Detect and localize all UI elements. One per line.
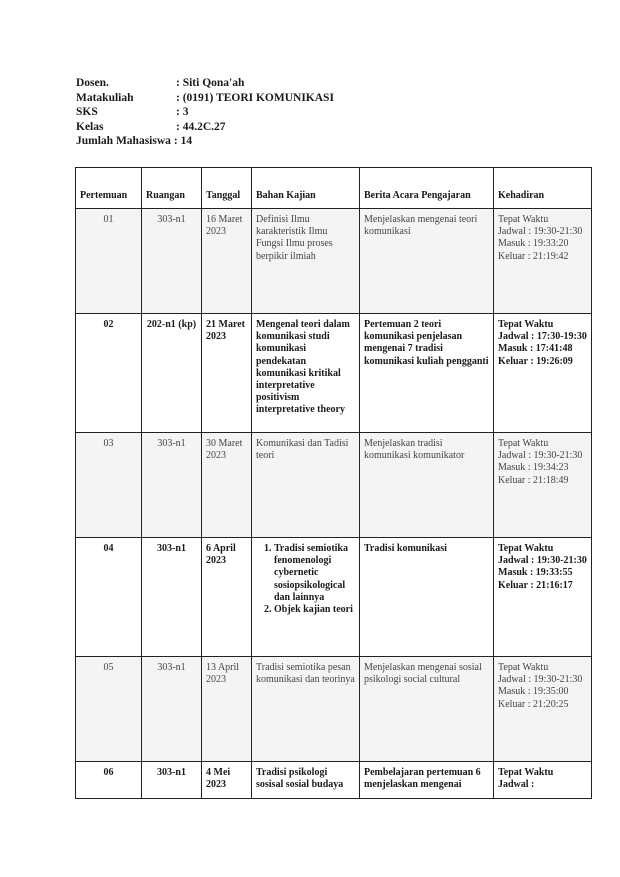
cell-kehadiran [494, 657, 592, 762]
table-row [76, 762, 592, 799]
attendance-keluar: Keluar : 21:16:17 [498, 579, 573, 591]
matakuliah-value: : (0191) TEORI KOMUNIKASI [176, 91, 334, 104]
list-item: 1. Tradisi semiotika fenomenologi cybernetic sosiopsikological dan lainnya [274, 543, 355, 604]
cell-tanggal: 4 Mei 2023 [202, 762, 252, 799]
bahan-kajian-list [256, 543, 355, 616]
cell-tanggal: 21 Maret 2023 [202, 314, 252, 433]
cell-kehadiran [494, 538, 592, 657]
table-row [76, 657, 592, 762]
attendance-masuk: Masuk : 19:34:23 [498, 462, 569, 474]
cell-bahan-kajian: Mengenal teori dalam komunikasi studi komunikasi pendekatan komunikasi kritikal interpretative positivism interpretative theory [252, 314, 360, 433]
header-row-matakuliah [76, 91, 556, 106]
attendance-status: Tepat Waktu [498, 543, 554, 554]
attendance-jadwal: Jadwal : 17:30-19:30 [498, 331, 587, 343]
col-header-kehadiran: Kehadiran [494, 168, 592, 209]
table-row [76, 314, 592, 433]
cell-kehadiran [494, 762, 592, 799]
sks-label: SKS [76, 106, 98, 118]
dosen-label: Dosen. [76, 77, 109, 89]
cell-pertemuan: 06 [76, 762, 142, 799]
cell-tanggal: 30 Maret 2023 [202, 433, 252, 538]
attendance-status: Tepat Waktu [498, 662, 549, 673]
course-header [76, 76, 556, 149]
kelas-value: : 44.2C.27 [176, 120, 226, 133]
attendance-masuk: Masuk : 19:33:20 [498, 238, 569, 250]
matakuliah-label: Matakuliah [76, 91, 134, 104]
col-header-tanggal: Tanggal [202, 168, 252, 209]
attendance-jadwal: Jadwal : [498, 779, 535, 791]
attendance-status: Tepat Waktu [498, 767, 554, 778]
cell-berita-acara: Menjelaskan mengenai sosial psikologi social cultural [360, 657, 494, 762]
col-header-bahan-kajian: Bahan Kajian [252, 168, 360, 209]
table-row [76, 538, 592, 657]
col-header-berita-acara: Berita Acara Pengajaran [360, 168, 494, 209]
attendance-keluar: Keluar : 19:26:09 [498, 355, 573, 367]
attendance-jadwal: Jadwal : 19:30-21:30 [498, 674, 583, 686]
cell-ruangan: 303-n1 [142, 762, 202, 799]
list-item: 2. Objek kajian teori [274, 604, 355, 616]
cell-tanggal: 16 Maret 2023 [202, 209, 252, 314]
kelas-label: Kelas [76, 120, 104, 133]
attendance-jadwal: Jadwal : 19:30-21:30 [498, 226, 583, 238]
cell-bahan-kajian: Tradisi psikologi sosisal sosial budaya [252, 762, 360, 799]
attendance-masuk: Masuk : 17:41:48 [498, 343, 573, 355]
cell-tanggal: 6 April 2023 [202, 538, 252, 657]
attendance-status: Tepat Waktu [498, 214, 549, 225]
cell-berita-acara: Menjelaskan mengenai teori komunikasi [360, 209, 494, 314]
cell-ruangan: 202-n1 (kp) [142, 314, 202, 433]
cell-pertemuan: 03 [76, 433, 142, 538]
cell-kehadiran [494, 314, 592, 433]
attendance-masuk: Masuk : 19:35:00 [498, 686, 569, 698]
attendance-keluar: Keluar : 21:18:49 [498, 474, 569, 486]
table-header-row [76, 168, 592, 209]
attendance-jadwal: Jadwal : 19:30-21:30 [498, 450, 583, 462]
attendance-status: Tepat Waktu [498, 319, 554, 330]
cell-bahan-kajian: Definisi Ilmu karakteristik Ilmu Fungsi Ilmu proses berpikir ilmiah [252, 209, 360, 314]
header-row-jumlah [76, 134, 556, 149]
attendance-keluar: Keluar : 21:20:25 [498, 698, 569, 710]
jumlah-value: : 14 [173, 135, 193, 147]
cell-tanggal: 13 April 2023 [202, 657, 252, 762]
cell-pertemuan: 01 [76, 209, 142, 314]
dosen-value: : Siti Qona'ah [176, 77, 245, 89]
cell-ruangan: 303-n1 [142, 538, 202, 657]
cell-ruangan: 303-n1 [142, 433, 202, 538]
table-row [76, 433, 592, 538]
header-row-dosen [76, 76, 556, 91]
attendance-masuk: Masuk : 19:33:55 [498, 567, 573, 579]
cell-pertemuan: 04 [76, 538, 142, 657]
cell-berita-acara: Pembelajaran pertemuan 6 menjelaskan mengenai [360, 762, 494, 799]
cell-bahan-kajian: Komunikasi dan Tadisi teori [252, 433, 360, 538]
cell-berita-acara: Menjelaskan tradisi komunikasi komunikator [360, 433, 494, 538]
cell-berita-acara: Pertemuan 2 teori komunikasi penjelasan mengenai 7 tradisi komunikasi kuliah pengganti [360, 314, 494, 433]
cell-berita-acara: Tradisi komunikasi [360, 538, 494, 657]
attendance-jadwal: Jadwal : 19:30-21:30 [498, 555, 587, 567]
cell-bahan-kajian: Tradisi semiotika pesan komunikasi dan teorinya [252, 657, 360, 762]
attendance-keluar: Keluar : 21:19:42 [498, 250, 569, 262]
cell-ruangan: 303-n1 [142, 657, 202, 762]
cell-kehadiran [494, 433, 592, 538]
cell-kehadiran [494, 209, 592, 314]
cell-ruangan: 303-n1 [142, 209, 202, 314]
col-header-ruangan: Ruangan [142, 168, 202, 209]
cell-bahan-kajian [252, 538, 360, 657]
jumlah-label: Jumlah Mahasiswa [76, 135, 171, 147]
attendance-status: Tepat Waktu [498, 438, 549, 449]
cell-pertemuan: 05 [76, 657, 142, 762]
table-row [76, 209, 592, 314]
sks-value: : 3 [176, 106, 189, 118]
cell-pertemuan: 02 [76, 314, 142, 433]
col-header-pertemuan: Pertemuan [76, 168, 142, 209]
header-row-kelas [76, 120, 556, 135]
header-row-sks [76, 105, 556, 120]
attendance-table [75, 167, 592, 799]
